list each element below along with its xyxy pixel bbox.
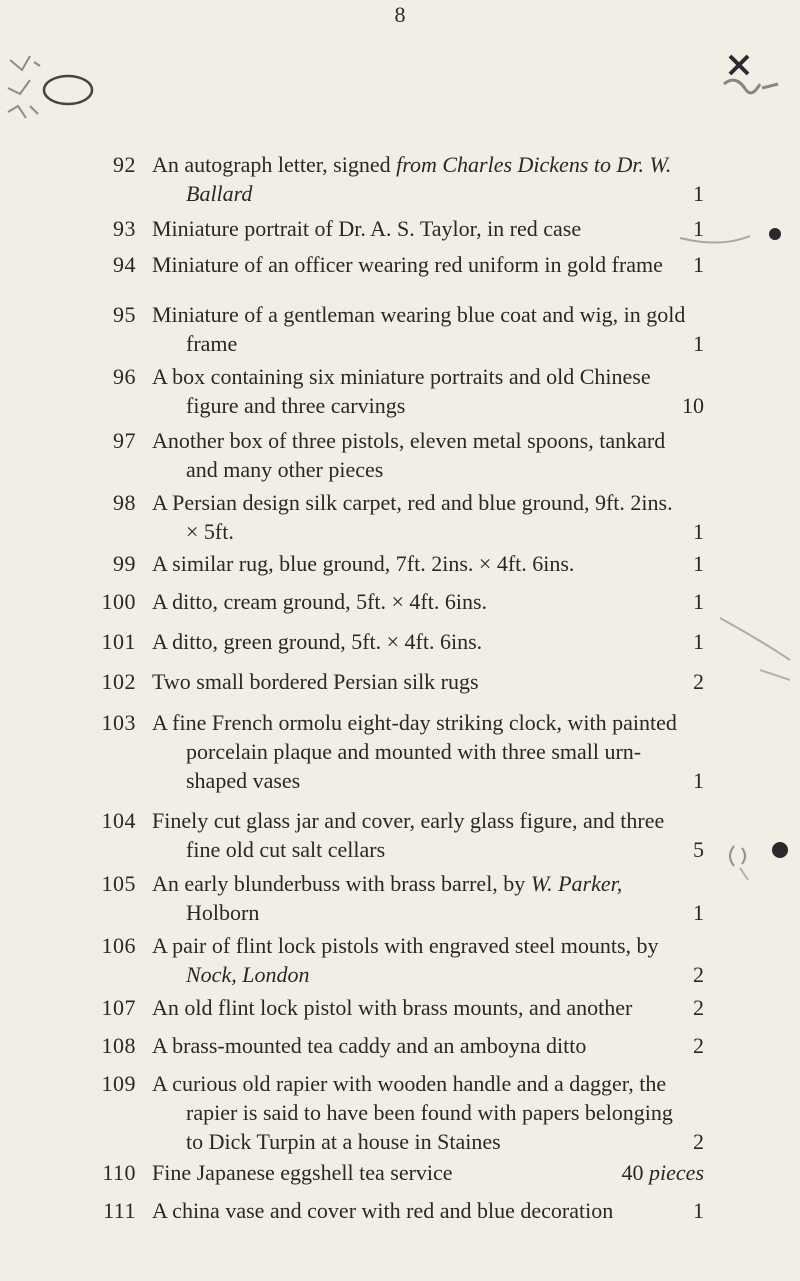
lot-quantity	[693, 627, 704, 656]
lot-description-line: Miniature portrait of Dr. A. S. Taylor, in red case	[152, 216, 582, 241]
lot-description	[152, 708, 704, 795]
lot-quantity	[622, 1158, 704, 1187]
lot-quantity	[693, 766, 704, 795]
lot-number: 94	[113, 252, 136, 277]
lot-quantity	[693, 587, 704, 616]
lot-description-line: figure and three carvings	[186, 393, 406, 418]
lot-description-line: A ditto, green ground, 5ft. × 4ft. 6ins.	[152, 629, 483, 654]
pencil-line-105	[720, 618, 790, 660]
lot-number: 104	[101, 808, 136, 833]
lot-description-line: Fine Japanese eggshell tea service	[152, 1160, 453, 1185]
lot-quantity-value: 1	[693, 331, 704, 356]
lot-quantity	[693, 214, 704, 243]
lot-description-line: Holborn	[186, 900, 260, 925]
lot-description	[152, 426, 704, 484]
lot-description	[152, 300, 704, 358]
lot-description-line: shaped vases	[186, 768, 301, 793]
lot-number: 95	[113, 302, 136, 327]
lot-quantity	[693, 960, 704, 989]
lot-description	[152, 250, 704, 279]
lot-quantity-value: 1	[693, 181, 704, 206]
lot-description	[152, 869, 704, 927]
lot-quantity-value: 1	[693, 1198, 704, 1223]
lot-number: 102	[101, 669, 136, 694]
lot-quantity	[693, 179, 704, 208]
lot-quantity	[693, 250, 704, 279]
lot-quantity-value: 1	[693, 551, 704, 576]
lot-description-line: porcelain plaque and mounted with three small urn-	[186, 739, 642, 764]
lot-quantity-value: 5	[693, 837, 704, 862]
lot-number: 103	[101, 710, 136, 735]
lot-description	[152, 1196, 704, 1225]
lot-description-line: A china vase and cover with red and blue decoration	[152, 1198, 614, 1223]
lot-number: 101	[101, 629, 136, 654]
lot-description-line: A curious old rapier with wooden handle and a dagger, the	[152, 1071, 667, 1096]
lot-description	[152, 1031, 704, 1060]
lot-number: 100	[101, 589, 136, 614]
pencil-tail-109	[740, 868, 748, 880]
lot-description	[152, 806, 704, 864]
lot-quantity-value: 1	[693, 589, 704, 614]
pencil-bracket-109	[730, 846, 745, 866]
pencil-tick-marks	[8, 56, 40, 118]
lot-description	[152, 488, 704, 546]
lot-description-line: Miniature of a gentleman wearing blue coat and wig, in gold	[152, 302, 686, 327]
lot-number: 98	[113, 490, 136, 515]
lot-quantity	[693, 993, 704, 1022]
lot-description	[152, 1069, 704, 1156]
lot-description-line: A brass-mounted tea caddy and an amboyna ditto	[152, 1033, 587, 1058]
cross-mark	[730, 56, 748, 74]
lot-number: 109	[101, 1071, 136, 1096]
lot-description-line: A fine French ormolu eight-day striking clock, with painted	[152, 710, 677, 735]
lot-description-line: Ballard	[186, 181, 253, 206]
lot-quantity-value: 1	[693, 900, 704, 925]
lot-description	[152, 587, 704, 616]
lot-number: 96	[113, 364, 136, 389]
lot-number: 97	[113, 428, 136, 453]
lot-description	[152, 627, 704, 656]
lot-number: 111	[103, 1198, 136, 1223]
lot-description	[152, 150, 704, 208]
lot-number: 108	[101, 1033, 136, 1058]
lot-circle-mark	[44, 76, 92, 104]
ink-dot-109	[772, 842, 788, 858]
page-number: 8	[394, 2, 406, 27]
lot-description-line: A similar rug, blue ground, 7ft. 2ins. × 4ft. 6ins.	[152, 551, 575, 576]
lot-description	[152, 667, 704, 696]
lot-number: 110	[102, 1160, 136, 1185]
lot-quantity	[693, 835, 704, 864]
scribble-mark	[724, 80, 778, 93]
lot-description-line: A box containing six miniature portraits and old Chinese	[152, 364, 651, 389]
lot-description-line: Two small bordered Persian silk rugs	[152, 669, 479, 694]
lot-description-line: An autograph letter, signed from Charles Dickens to Dr. W.	[152, 152, 672, 177]
lot-quantity	[693, 1031, 704, 1060]
lot-description-line: × 5ft.	[186, 519, 234, 544]
lot-number: 106	[101, 933, 136, 958]
lot-description-line: Miniature of an officer wearing red uniform in gold frame	[152, 252, 663, 277]
lot-quantity	[693, 1127, 704, 1156]
lot-quantity-value: 2	[693, 962, 704, 987]
lot-quantity-value: 1	[693, 768, 704, 793]
lot-description-line: A Persian design silk carpet, red and blue ground, 9ft. 2ins.	[152, 490, 673, 515]
lot-number: 105	[101, 871, 136, 896]
lot-description-line: An early blunderbuss with brass barrel, by W. Parker,	[152, 871, 623, 896]
lot-description-line: A pair of flint lock pistols with engraved steel mounts, by	[152, 933, 659, 958]
lot-description	[152, 362, 704, 420]
lot-quantity-value: 1	[693, 216, 704, 241]
lot-quantity-value: 2	[693, 995, 704, 1020]
lot-quantity	[693, 1196, 704, 1225]
lot-number: 93	[113, 216, 136, 241]
lot-description-line: rapier is said to have been found with papers belonging	[186, 1100, 673, 1125]
lot-quantity-value: 2	[693, 1129, 704, 1154]
lot-description-line: An old flint lock pistol with brass mounts, and another	[152, 995, 633, 1020]
lot-quantity-value: 2	[693, 1033, 704, 1058]
lot-description-line: fine old cut salt cellars	[186, 837, 386, 862]
lot-number: 99	[113, 551, 136, 576]
lot-quantity-value: 2	[693, 669, 704, 694]
lot-quantity	[693, 517, 704, 546]
lot-quantity-value: 1	[693, 629, 704, 654]
ink-dot-96	[769, 228, 781, 240]
lot-quantity	[693, 329, 704, 358]
lot-description	[152, 214, 704, 243]
lot-number: 92	[113, 152, 136, 177]
lot-description-line: Another box of three pistols, eleven metal spoons, tankard	[152, 428, 666, 453]
lot-description-line: to Dick Turpin at a house in Staines	[186, 1129, 501, 1154]
lot-description-line: A ditto, cream ground, 5ft. × 4ft. 6ins.	[152, 589, 488, 614]
lot-description	[152, 549, 704, 578]
lot-quantity-unit: pieces	[649, 1160, 704, 1185]
lot-quantity-value: 40	[621, 1160, 644, 1185]
lot-quantity	[693, 549, 704, 578]
lot-description	[152, 993, 704, 1022]
lot-description-line: Finely cut glass jar and cover, early glass figure, and three	[152, 808, 665, 833]
lot-description-line: and many other pieces	[186, 457, 384, 482]
lot-quantity-value: 10	[682, 393, 704, 418]
lot-quantity	[693, 667, 704, 696]
lot-quantity-value: 1	[693, 252, 704, 277]
lot-number: 107	[101, 995, 136, 1020]
lot-description-line: frame	[186, 331, 238, 356]
pencil-line-106	[760, 670, 790, 680]
lot-quantity	[682, 391, 704, 420]
lot-description	[152, 931, 704, 989]
lot-quantity-value: 1	[693, 519, 704, 544]
lot-quantity	[693, 898, 704, 927]
lot-description-line: Nock, London	[186, 962, 310, 987]
